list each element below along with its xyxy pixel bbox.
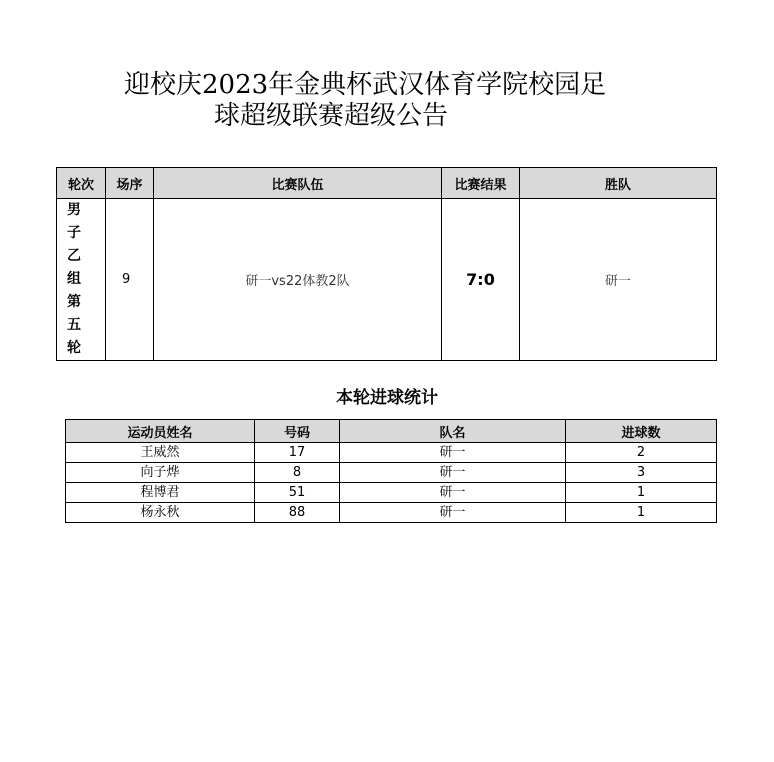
header-winner: 胜队: [520, 168, 717, 199]
result-cell: 7:0: [442, 199, 520, 361]
player-number: 88: [255, 503, 340, 523]
round-cell: [57, 199, 106, 361]
player-goals: 1: [566, 483, 717, 503]
header-result: 比赛结果: [442, 168, 520, 199]
match-table-header-row: [57, 168, 717, 199]
player-number: 17: [255, 443, 340, 463]
header-team-name: 队名: [340, 420, 566, 443]
player-team: 研一: [340, 503, 566, 523]
table-row: [66, 463, 717, 483]
header-goals: 进球数: [566, 420, 717, 443]
table-row: [66, 483, 717, 503]
match-row: [57, 199, 717, 361]
header-round: 轮次: [57, 168, 106, 199]
player-name: 王威然: [66, 443, 255, 463]
round-char: 第: [67, 294, 81, 310]
header-number: 号码: [255, 420, 340, 443]
player-number: 51: [255, 483, 340, 503]
scorers-title: 本轮进球统计: [336, 388, 438, 408]
round-char: 子: [67, 225, 81, 241]
player-name: 向子烨: [66, 463, 255, 483]
header-teams: 比赛队伍: [154, 168, 442, 199]
round-char: 男: [67, 202, 81, 218]
player-goals: 2: [566, 443, 717, 463]
round-char: 组: [67, 271, 81, 287]
header-player-name: 运动员姓名: [66, 420, 255, 443]
player-team: 研一: [340, 443, 566, 463]
player-team: 研一: [340, 483, 566, 503]
order-cell: 9: [106, 199, 154, 361]
player-team: 研一: [340, 463, 566, 483]
table-row: [66, 503, 717, 523]
winner-cell: 研一: [520, 199, 717, 361]
scorers-header-row: [66, 420, 717, 443]
round-char: 五: [67, 317, 81, 333]
player-name: 杨永秋: [66, 503, 255, 523]
player-goals: 3: [566, 463, 717, 483]
teams-cell: 研一vs22体教2队: [154, 199, 442, 361]
round-char: 乙: [67, 248, 81, 264]
header-order: 场序: [106, 168, 154, 199]
player-number: 8: [255, 463, 340, 483]
title-line-2: 球超级联赛超级公告: [214, 101, 449, 131]
match-table: [56, 167, 717, 361]
player-name: 程博君: [66, 483, 255, 503]
scorers-table: [65, 419, 717, 523]
player-goals: 1: [566, 503, 717, 523]
title-line-1: 迎校庆2023年金典杯武汉体育学院校园足: [124, 70, 607, 100]
round-char: 轮: [67, 340, 81, 356]
table-row: [66, 443, 717, 463]
